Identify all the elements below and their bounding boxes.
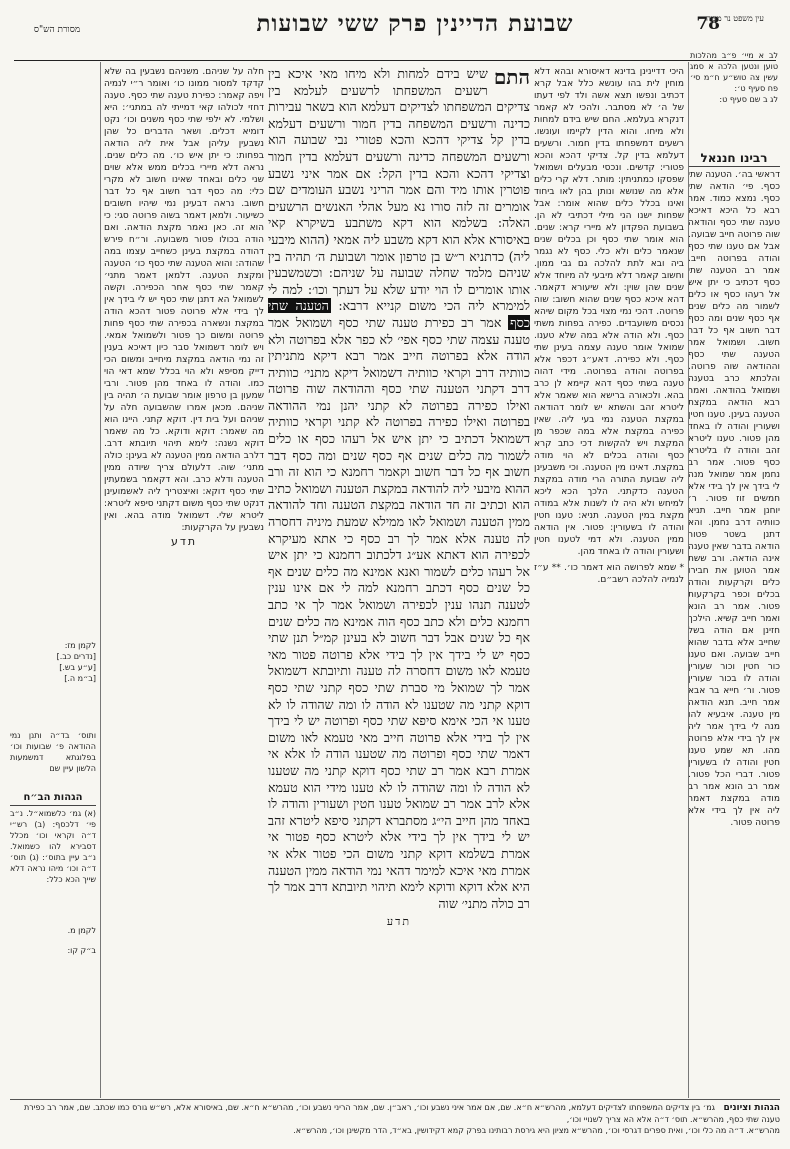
- hagahot-habach-text: (א) גמ׳ כלשמוא״ל. נ״ב פי׳ דלכסף: (ב) רש״י ד״ה וקראי וכו׳ מכלל דסבירא להו כשמואל. נ״ב עיין בתוס׳: (ג) תוס׳ ד״ה וכו׳ מיהו נראה דלא שייך הכא כלל:: [10, 809, 96, 884]
- tosafot-commentary: [104, 66, 264, 1098]
- masoret-ref: לקמן מ.: [67, 926, 96, 935]
- footer-label: הגהות וציונים: [723, 1103, 780, 1113]
- tosafot-catchword: תדע: [170, 535, 198, 548]
- gemara-catchword: תדע: [386, 915, 412, 929]
- footer-line-2: מהרש״א. ד״ה מה כלי וכו׳, ואית ספרים דגרסי וכו׳, מהרש״א מציון היא גירסת רבותינו בפרק קמא דקידושין, בא״ד, הדר מקשינן וכו׳, מהרש״א.: [293, 1126, 780, 1135]
- footer-notes: [10, 1102, 780, 1136]
- tosafot-text: חלה על שניהם. משניהם נשבעין בה שלא קדקד למסור ממונו כו׳ ואומר ר״י לנמיה ויפה קאמר: כפירת טענה שתי כסף. טענה דחזי לכולהו קאי דמייתי לה במתני׳: היא ושלמי. לא ילפי שתי כסף משנים וכו׳ נקט דומיא דכלים. ושאר הדברים כל שהן נשבעין עליהן אבל אית ליה הודאה בפחות: כי יתן איש כו׳. מה כלים שנים. נראה דלא מיירי בכלים ממש אלא שוים שני כלים ובאחד שאינו חשוב לא מקרי כלי: מה כסף דבר חשוב אף כל דבר חשוב. נראה דבעינן נמי שיהיו חשובים כשיעור. ולמאן דאמר בשוה פרוטה סגי: כי הוא זה. כאן נאמר מקצת הודאה. ואם הודה בכולו פטור משבועה. ור״ח פירש דהודה במקצת בעינן כשחייב עצמו במה שהודה: והוא הטענה שתי כסף כו׳ הטענה ומקצת הטענה. דלמאן דאמר מתני׳ קאמר שתי כסף אחר הכפירה. וקשה לשמואל הא דתנן שתי כסף יש לי בידך אין לך בידי אלא פרוטה פטור דהכא הודה במקצת ונשארה בכפירה שתי כסף פחות פרוטה ומשום כך פטור ולשמואל אמאי. ויש לומר דשמואל סבר כיון דאיכא בענין זה נמי הודאה במקצת מיחייב ומשום הכי דייק מסיפא ולא הוי בכלל שמא דאי הוי כמו. והודה לו באחד מהן פטור. ורבי שמעון בן טרפון אומר שבועת ה׳ תהיה בין שניהם. מכאן אמרו שהשבועה חלה על שניהם ועל בית דין. דוקא קתני. היינו הוא מה שאמר: דוקא ודוקא. כל מה שאמר דוקא נשנה: לימא תיהוי תיובתא דרב. דלרב הודאה ממין הטענה לא בעינן: כולה מתני׳ שוה. דלעולם צריך שיודה ממין הטענה ודלא כרב. והא דקאמר בשמעתין שתי כסף דוקא: ואיצטריך ליה לאשמועינן דנקט שתי כסף משום דקתני סיפא ליטרא: ליטרא שלי. דשמואל מודה בהא. ואין נשבעין על הקרקעות:: [104, 67, 264, 533]
- hagahot-habach: [10, 790, 96, 900]
- rashi-commentary: [534, 66, 684, 1098]
- masoret-ref: ב״ק קו:: [67, 946, 96, 955]
- folio-number: 78: [696, 14, 720, 34]
- header-rule: [14, 60, 776, 61]
- masoret-ref: לקמן מז:: [64, 641, 96, 650]
- masoret-hashas-refs: [10, 640, 96, 720]
- highlighted-phrase: הטענה שתי כסף: [268, 298, 530, 330]
- rabbenu-hananel: [688, 150, 780, 1095]
- gemara-text-part1: שיש בידם למחות ולא מיחו מאי איכא בין רשעים המשפחתו לרשעים לעלמא בין צדיקים המשפחתו לצדיקים דעלמא הוא בשאר עבירות כדינה ורשעים המשפחה בדין חמור ורשעים דעלמא בדין קל צדיקי דהכא והכא פטורי נבי שבועה הוא ורשעים המשפחה כדינה ורשעים דעלמא בדין חמור וצדיקי דהכא והכא בדין הקל: אם אמר איני נשבע פוטרין אותו מיד והם אמר הריני נשבע העומדים שם אומרים זה לזה סורו נא מעל אהלי האנשים הרשעים האלה: בשלמא הוא דקא משתבע בשיקרא קאי באיסורא אלא הוא דקא משבע ליה אמאי (ההוא מיבעי ליה) כדתניא ר״ש בן טרפון אומר ושבועת ה׳ תהיה בין שניהם מלמד שחלה שבועה על שניהם: וכשמשבעין אותו אומרים לו הוי יודע שלא על דעתך וכו׳: למה לי למימרא ליה הכי משום קנייא דרבא:: [268, 66, 530, 314]
- rashi-footnote: * שמא לפרושה הוא דאמר כו׳. ** ע״ז לנמיה להלכה רשב״ם.: [534, 563, 684, 585]
- ein-mishpat-header: עין משפט נר מצוה: [706, 14, 764, 23]
- column-divider: [688, 62, 689, 1098]
- footer-rule: [10, 1099, 780, 1100]
- gemara-text-part2: אמר רב כפירת טענה שתי כסף ושמואל אמר טענה עצמה שתי כסף אפי׳ לא כפר אלא בפרוטה ולא הודה אלא בפרוטה חייב אמר רבא דיקא מתניתין כוותיה דרב וקראי כוותיה דשמואל דיקא מתני׳ כוותיה דרב דקתני הטענה שתי כסף וההודאה שוה פרוטה ואילו כפירה בפרוטה לא קתני יהנן נמי ההודאה בפרוטה ואילו כפירה בפרוטה לא קתני וקראי כוותיה דשמואל דכתיב כי יתן איש אל רעהו כסף או כלים לשמור מה כלים שנים אף כסף שנים ומה כסף דבר חשוב אף כל דבר חשוב וקאמר רחמנא כי הוא זה ורב ההוא מיבעי ליה להודאה במקצת הטענה ושמואל כתיב הוא וכתיב זה חד הודאה במקצת הטענה וחד להודאה ממין הטענה ושמואל לאו ממילא שמעת מיניה דחסרה לה טענה אלא אמר לך רב כסף כי אתא מעיקרא לכפירה הוא דאתא אע״ג דלכתוב רחמנא כי יתן איש אל רעהו כלים לשמור ואנא אמינא מה כלים שנים אף כל שנים כסף דכתב רחמנא למה לי אם אינו ענין לטענה תנהו ענין לכפירה ושמואל אמר לך אי כתב רחמנא כלים ולא כתב כסף הוה אמינא מה כלים שנים אף כל שנים אבל דבר חשוב לא בעינן קמ״ל תנן שתי כסף יש לי בידך אין לך בידי אלא פרוטה פטור מאי טעמא לאו משום דחסרה לה טענה ותיובתא דשמואל אמר לך שמואל מי סברת שתי כסף קתני שתי כסף דוקא קתני מה שטענו לא הודה לו ומה שהודה לו לא טענו אי הכי אימא סיפא שתי כסף ופרוטה יש לי בידך אין לך בידי אלא פרוטה חייב מאי טעמא לאו משום דאמר שתי כסף ופרוטה מה שטענו הודה לו אלא אי אמרת רבא אמר רב שתי כסף דוקא קתני מה שטענו לא הודה לו ומה שהודה לו לא טענו מידי הוא טעמא אלא לרב אמר רב שמואל טענו חטין ושעורין והודה לו באחד מהן חייב הי״ג מסתברא דקתני סיפא ליטרא זהב יש לי בידך אין לך בידי אלא ליטרא כסף פטור אי אמרת בשלמא דוקא קתני משום הכי פטור אלא אי אמרת מאי איכא למימר דהאי נמי הודאה ממין הטענה היא אלא דוקא ודוקא לימא תיהוי תיובתא דרב אמר לך רב כולה מתני׳ שוה: [268, 314, 530, 911]
- rabbenu-hananel-text: דראשי בה׳. הטענה שתי כסף. פי׳ הודאה שתי כסף. נמצא כמוד. אמר רבא כל היכא דאיכא טענה שתי כסף והודאה שוה פרוטה חייב שבועה. אבל אם טענו שתי כסף והודה בפרוטה חייב. אמר רב הטענה שתי כסף דכתיב כי יתן איש אל רעהו כסף או כלים לשמור מה כלים שנים אף כסף שנים ומה כסף דבר חשוב אף כל דבר חשוב. ושמואל אמר הטענה שתי כסף וההודאה שוה פרוטה. והלכתא כרב בטענה ושמואל בהודאה. ואמר רבא הודאה במקצת הטענה בעינן. טענו חטין ושעורין והודה לו באחד מהן פטור. טענו ליטרא זהב והודה לו בליטרא כסף פטור. אמר רב נחמן אמר שמואל מנה לי בידך אין לך בידי אלא חמשים זוז פטור. ר׳ יוחנן אמר חייב. תניא כוותיה דרב נחמן. והא דתנן בשטר פטור הודאה בדבר שאין טענה אינה הודאה. ורב ששת אמר הטוען את חבירו כלים וקרקעות והודה בכלים וכפר בקרקעות פטור. אמר רב הונא ואמר חייב קשיא. הילכך חזינן אם הודה בשל שחייב אלא בדבר שהוא חייב שבועה. ואם טענו כור חטין וכור שעורין והודה לו בכור שעורין פטור. ור׳ חייא בר אבא אמר חייב. תנא הודאה מין טענה. איבעיא להו מנה לי בידך אמר ליה אין לך בידי אלא פרוטה מהו. תא שמע טענו חטין והודה לו בשעורין פטור. דברי הכל פטור. אמר רב הונא אמר רב מודה במקצת דאמר ליה אין לך בידי אלא פרוטה פטור.: [688, 170, 780, 828]
- masoret-ref: [ע״ע בש.]: [59, 663, 96, 672]
- masoret-hashas-header: מסורת הש"ס: [33, 25, 81, 35]
- masoret-ref: [ב״מ ה.]: [64, 674, 96, 683]
- running-title: שבועת הדיינין פרק ששי שבועות: [256, 10, 574, 37]
- rashi-text: היכי דדיינינן בדינא דאיסורא ובהא דלא מוחין לית בהו עונשא כלל אבל קרא דכתיב ונפשו תצא אשה ולד לפי דעתו של ה׳ לא מסתבר. ולהכי לא קאמר דנקרא בעלמא. החם שיש בידם למחות ולא מיחו. והוא הדין לקיימו ועונשו. רשעים דמשפחתו בדין חמור. ורשעים דעלמא בדין קל. צדיקי דהכא והכא פטורי: קדשים. ונכסי מבעלים ושמואל שפסקו כמתניתין: מותר. דלא קרי כלים אלא מה שנושא ונותן בהן לאו ביחוד ואינו בכלל כלים שהוא אומר: אבל שפחות ישנו הני מילי דכתיבי לא הן. בשבועת הפקדון לא מיירי קרא: שנים. הוא אומר שתי כסף וכן בכלים שנים שנאמר כלים ולא כלי. כסף לא נגמר ביה ובא לתת להלכה גם גבי ממון. וחשוב קאמר דלא מיבעי לה מיוחד אלא שנים שהן שוין: ולא שיעורא דקאמר. דהא איכא כסף שנים שהוא חשוב: שוה פרוטה. דהכי נמי מצוי בכל מקום שיהא נכסים משועבדים. כפירה בפחות משתי כסף. ולא הודה אלא במה שלא טענו. שמואל אומר טענה עצמה בעינן שתי כסף. ולא כפירה. דאע״ג דכפר אלא בפרוטה והודה בפרוטה. מידי דהוה טענה בשתי כסף דהא קיימא לן כרב בהא. ולכאורה ברישא הוא שאמר אלא ליטרא זהב והשתא יש לומר דהודאה במקצת הטענה נמי בעי ליה. שאין כפירה במקצת אלא במה שכפר מן המקצת ויש להקשות דכי כתב קרא כסף והודה בכלים לא הוי מודה במקצת. דאינו מין הטענה. וכי משבעינן ליה שבועת התורה הרי מודה במקצת הטענה כדקתני. הלכך הכא ליכא למיחש ולא היה לו לשנות אלא במודה מקצת במין הטענה. תניא: טענו חטין והודה לו בשעורין: פטור. אין הודאה ממין הטענה. ולא דמי לטענו חטין ושעורין והודה לו באחד מהן.: [534, 67, 684, 557]
- opening-word: התם: [493, 65, 530, 89]
- column-divider-left: [100, 62, 101, 1098]
- hagahot-habach-heading: הגהות הב״ח: [10, 790, 96, 806]
- rabbenu-hananel-heading: רבינו חננאל: [688, 150, 780, 167]
- footer-line-1: גמ׳ בין צדיקים המשפחתו לצדיקים דעלמא, מהרש״א ח״א. שם, אם אמר איני נשבע וכו׳, ראב״ן. שם, אמר הריני נשבע וכו׳, מהרש״א ח״א. שם, באיסורא אלא, רש״ש גורס כמו שכתב. שם, אמר רב כפירת טענה שתי כסף, מהרש״א. תוס׳ ד״ה אלא הא צריך לשנויי וכו׳,: [23, 1103, 780, 1124]
- masoret-ref: [נדרים כב.]: [56, 652, 96, 661]
- gemara-main-text: [268, 66, 530, 1098]
- masoret-hashas-note: ותוס׳ בד״ה ותנן נמי ההודאה פ׳ שבועות וכו׳ בפלוגתא דמשמעות הלשון עיין שם: [10, 731, 96, 773]
- ein-mishpat-entries: לב א מיי׳ פ״ב מהלכות טוען ונטען הלכה א סמג עשין צה טוש״ע ח״מ סי׳ פח סעיף ט׳: לג ב שם סעיף ט:: [690, 51, 778, 104]
